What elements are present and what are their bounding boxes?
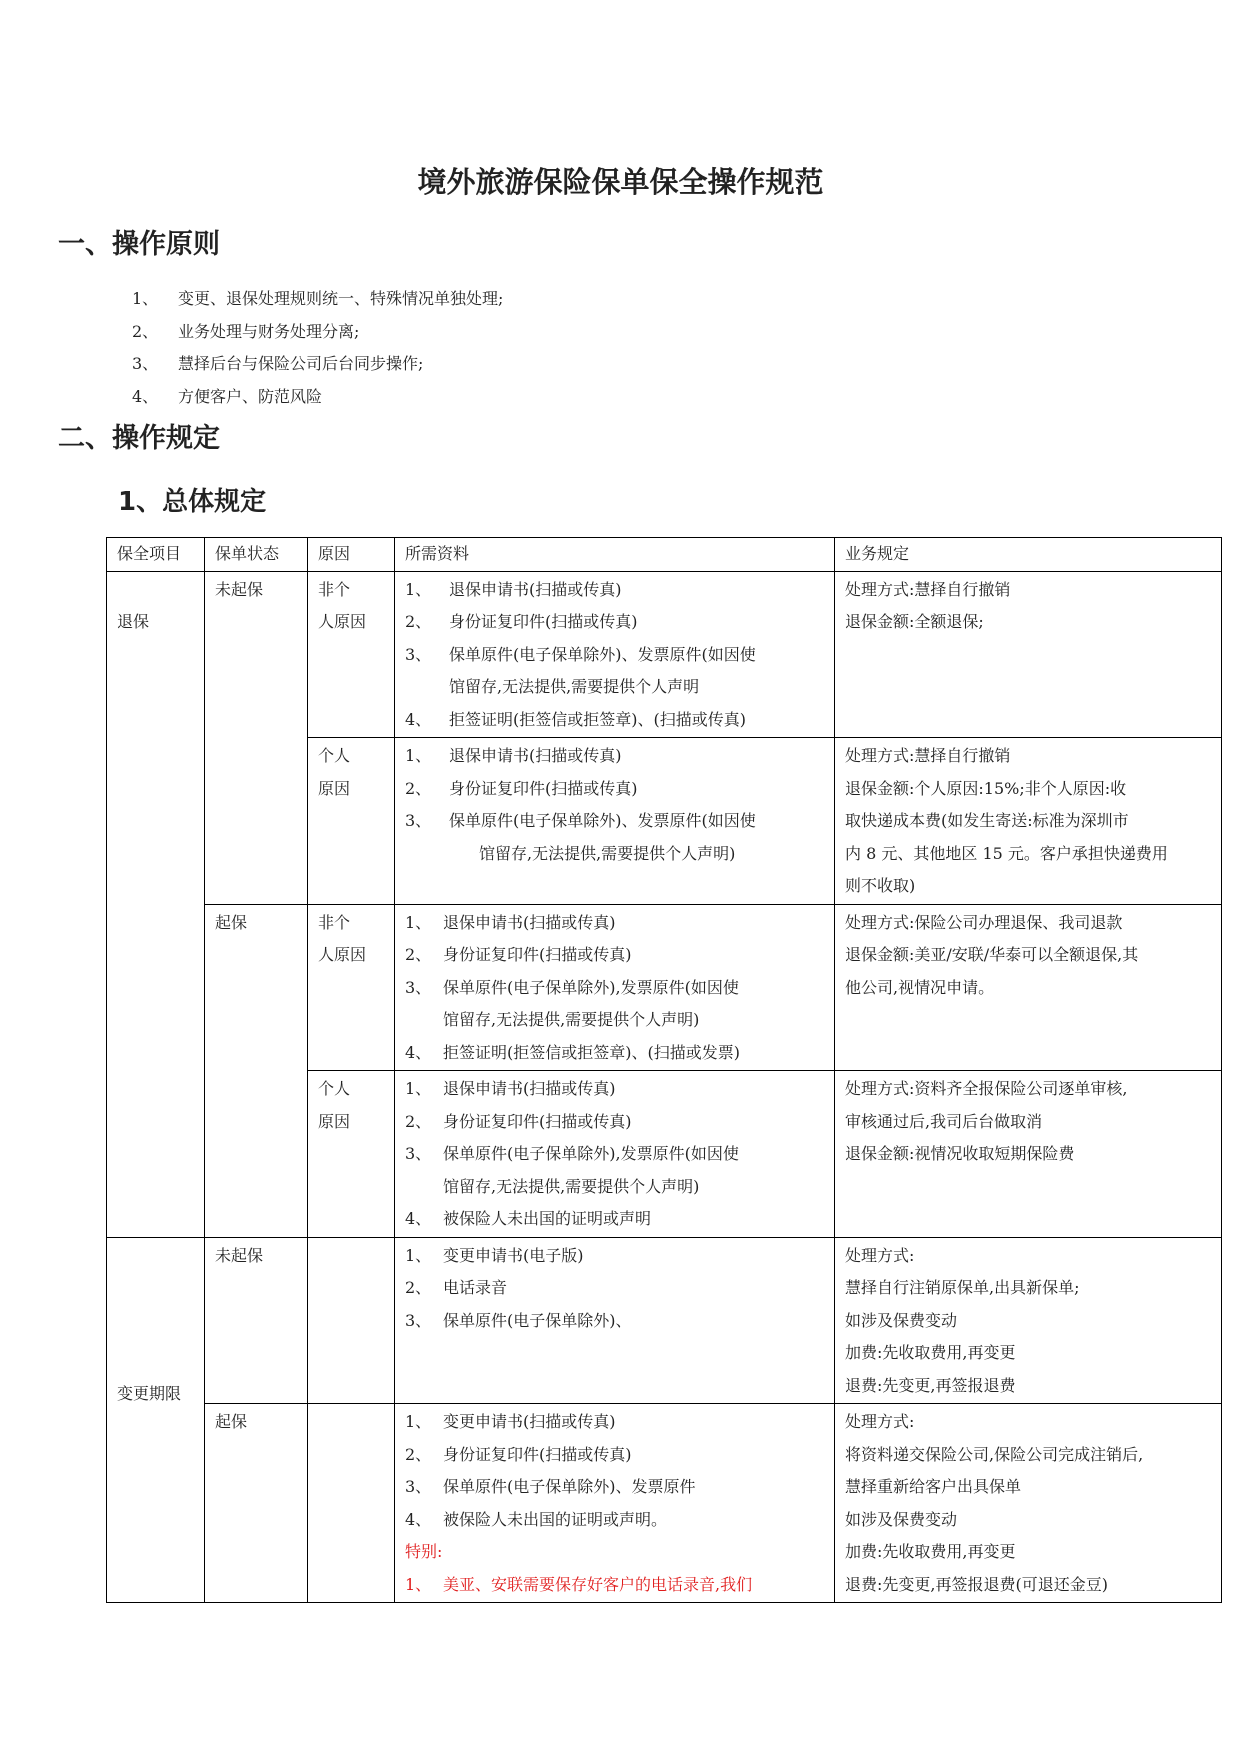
subsection-heading-general: 1、总体规定 <box>118 487 267 517</box>
item-cell-refund: 退保 <box>107 571 205 1237</box>
reason-cell: 非个 人原因 <box>308 571 395 738</box>
rules-cell: 处理方式: 将资料递交保险公司,保险公司完成注销后, 慧择重新给客户出具保单 如涉及保费变动 加费:先收取费用,再变更 退费:先变更,再签报退费(可退还金豆) <box>835 1404 1222 1603</box>
rules-cell: 处理方式:保险公司办理退保、我司退款 退保金额:美亚/安联/华泰可以全额退保,其 他公司,视情况申请。 <box>835 904 1222 1071</box>
reason-cell: 非个 人原因 <box>308 904 395 1071</box>
column-header: 所需资料 <box>395 538 835 572</box>
status-cell: 起保 <box>205 904 308 1237</box>
status-cell: 未起保 <box>205 571 308 904</box>
rules-cell: 处理方式:慧择自行撤销 退保金额:个人原因:15%;非个人原因:收 取快递成本费(如发生寄送:标准为深圳市 内 8 元、其他地区 15 元。客户承担快递费用 则不收取) <box>835 738 1222 905</box>
rules-cell: 处理方式:资料齐全报保险公司逐单审核, 审核通过后,我司后台做取消 退保金额:视情况收取短期保险费 <box>835 1071 1222 1238</box>
section-heading-rules: 二、操作规定 <box>58 423 220 454</box>
list-item: 4、 方便客户、防范风险 <box>132 386 323 406</box>
column-header: 保单状态 <box>205 538 308 572</box>
column-header: 原因 <box>308 538 395 572</box>
item-cell-change: 变更期限 <box>107 1237 205 1603</box>
principles-list <box>132 283 503 413</box>
reason-cell <box>308 1404 395 1603</box>
document-title: 境外旅游保险保单保全操作规范 <box>417 165 824 199</box>
column-header: 业务规定 <box>835 538 1222 572</box>
requirements-cell: 1、 变更申请书(扫描或传真) 2、 身份证复印件(扫描或传真) 3、 保单原件(电子保单除外)、发票原件 4、 被保险人未出国的证明或声明。 特别: 1、 美亚、安联需要保存好客户的电话录音,我们 <box>395 1404 835 1603</box>
requirements-cell: 1、 退保申请书(扫描或传真) 2、 身份证复印件(扫描或传真) 3、 保单原件(电子保单除外)、发票原件(如因使 馆留存,无法提供,需要提供个人声明 4、 拒签证明(拒签信或拒签章)、(扫描或传真) <box>395 571 835 738</box>
table-row <box>107 571 1222 738</box>
list-item: 1、 变更、退保处理规则统一、特殊情况单独处理; <box>132 289 504 308</box>
requirements-cell: 1、 退保申请书(扫描或传真) 2、 身份证复印件(扫描或传真) 3、 保单原件(电子保单除外),发票原件(如因使 馆留存,无法提供,需要提供个人声明) 4、 被保险人未出国的证明或声明 <box>395 1071 835 1238</box>
status-cell: 未起保 <box>205 1237 308 1404</box>
column-header: 保全项目 <box>107 538 205 572</box>
rules-table <box>106 537 1222 1603</box>
requirements-cell: 1、 退保申请书(扫描或传真) 2、 身份证复印件(扫描或传真) 3、 保单原件(电子保单除外),发票原件(如因使 馆留存,无法提供,需要提供个人声明) 4、 拒签证明(拒签信或拒签章)、(扫描或发票) <box>395 904 835 1071</box>
section-heading-principles: 一、操作原则 <box>58 229 220 260</box>
rules-cell: 处理方式:慧择自行撤销 退保金额:全额退保; <box>835 571 1222 738</box>
table-row <box>107 1404 1222 1603</box>
table-header-row <box>107 538 1222 572</box>
table-row <box>107 1237 1222 1404</box>
requirements-cell: 1、 退保申请书(扫描或传真) 2、 身份证复印件(扫描或传真) 3、 保单原件(电子保单除外)、发票原件(如因使 馆留存,无法提供,需要提供个人声明) <box>395 738 835 905</box>
list-item: 3、 慧择后台与保险公司后台同步操作; <box>132 354 424 373</box>
table-row <box>107 904 1222 1071</box>
reason-cell <box>308 1237 395 1404</box>
special-note: 1、 美亚、安联需要保存好客户的电话录音,我们 <box>405 1574 753 1594</box>
list-item: 2、 业务处理与财务处理分离; <box>132 321 360 341</box>
rules-cell: 处理方式: 慧择自行注销原保单,出具新保单; 如涉及保费变动 加费:先收取费用,再变更 退费:先变更,再签报退费 <box>835 1237 1222 1404</box>
status-cell: 起保 <box>205 1404 308 1603</box>
reason-cell: 个人 原因 <box>308 1071 395 1238</box>
requirements-cell: 1、 变更申请书(电子版) 2、 电话录音 3、 保单原件(电子保单除外)、 <box>395 1237 835 1404</box>
reason-cell: 个人 原因 <box>308 738 395 905</box>
special-note-label: 特别: <box>405 1542 443 1561</box>
